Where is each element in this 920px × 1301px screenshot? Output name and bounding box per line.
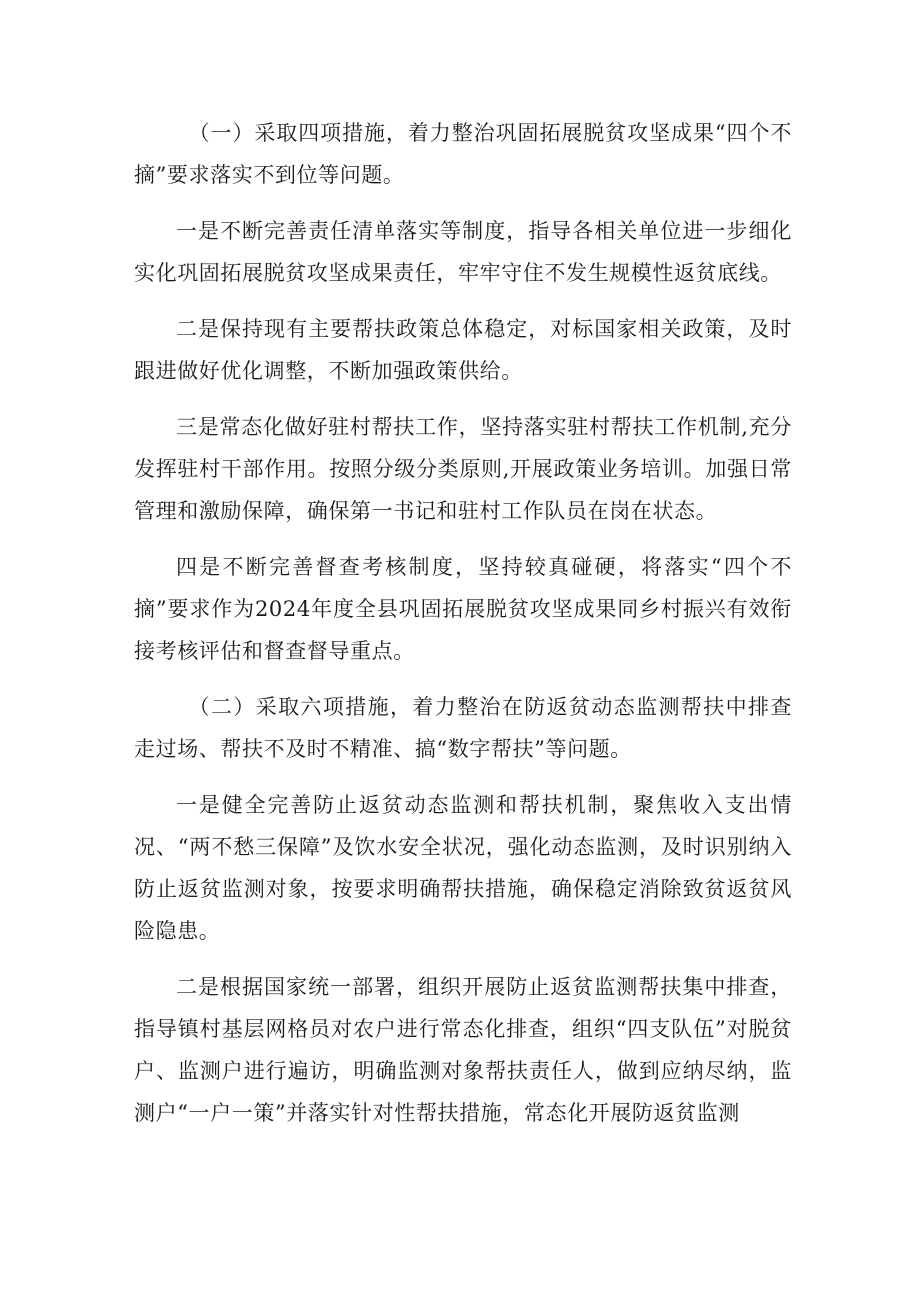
paragraph-monitoring-2: 二是根据国家统一部署，组织开展防止返贫监测帮扶集中排查，指导镇村基层网格员对农户进行常态化排查，组织“四支队伍”对脱贫户、监测户进行遍访，明确监测对象帮扶责任人，做到应纳尽纳，监测户“一户一策”并落实针对性帮扶措施，常态化开展防返贫监测 [134, 975, 792, 1125]
paragraph-measure-1: 一是不断完善责任清单落实等制度，指导各相关单位进一步细化实化巩固拓展脱贫攻坚成果责任，牢牢守住不发生规模性返贫底线。 [134, 219, 792, 285]
paragraph-measure-2: 二是保持现有主要帮扶政策总体稳定，对标国家相关政策，及时跟进做好优化调整，不断加强政策供给。 [134, 317, 792, 383]
paragraph-monitoring-1: 一是健全完善防止返贫动态监测和帮扶机制，聚焦收入支出情况、“两不愁三保障”及饮水安全状况，强化动态监测，及时识别纳入防止返贫监测对象，按要求明确帮扶措施，确保稳定消除致贫返贫风险隐患。 [134, 793, 792, 943]
section-heading-2: （二）采取六项措施，着力整治在防返贫动态监测帮扶中排查走过场、帮扶不及时不精准、搞“数字帮扶”等问题。 [134, 695, 792, 761]
paragraph-measure-4: 四是不断完善督查考核制度，坚持较真碰硬，将落实“四个不摘”要求作为2024年度全县巩固拓展脱贫攻坚成果同乡村振兴有效衔接考核评估和督查督导重点。 [134, 555, 792, 663]
section-heading-1: （一）采取四项措施，着力整治巩固拓展脱贫攻坚成果“四个不摘”要求落实不到位等问题。 [134, 121, 792, 187]
document-body [134, 112, 792, 1148]
paragraph-measure-3: 三是常态化做好驻村帮扶工作，坚持落实驻村帮扶工作机制,充分发挥驻村干部作用。按照分级分类原则,开展政策业务培训。加强日常管理和激励保障，确保第一书记和驻村工作队员在岗在状态。 [134, 415, 792, 523]
